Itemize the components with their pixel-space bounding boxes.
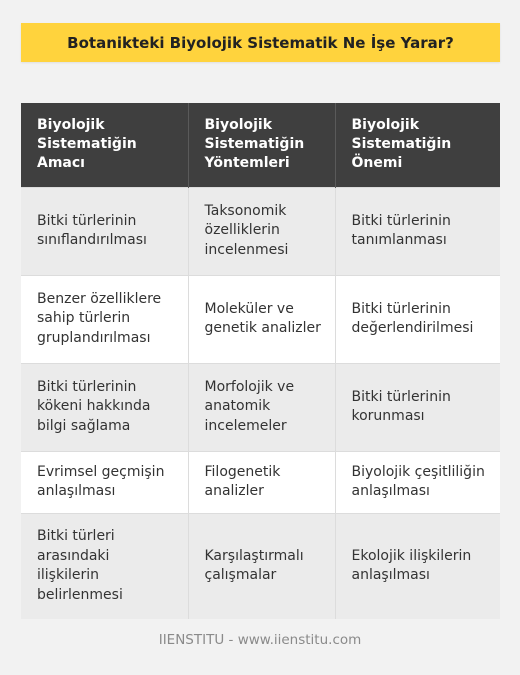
table-cell: Filogenetik analizler: [188, 451, 335, 513]
table-cell: Karşılaştırmalı çalışmalar: [188, 513, 335, 619]
table-row: [21, 513, 500, 619]
table-cell: Bitki türlerinin kökeni hakkında bilgi sağlama: [21, 363, 188, 451]
column-header-purpose: Biyolojik Sistematiğin Amacı: [21, 103, 188, 187]
table-row: [21, 275, 500, 363]
column-header-methods: Biyolojik Sistematiğin Yöntemleri: [188, 103, 335, 187]
column-header-importance: Biyolojik Sistematiğin Önemi: [335, 103, 500, 187]
table-row: [21, 187, 500, 275]
table-cell: Bitki türlerinin tanımlanması: [335, 187, 500, 275]
table-row: [21, 451, 500, 513]
table-cell: Morfolojik ve anatomik incelemeler: [188, 363, 335, 451]
table-cell: Evrimsel geçmişin anlaşılması: [21, 451, 188, 513]
table-cell: Biyolojik çeşitliliğin anlaşılması: [335, 451, 500, 513]
table-cell: Bitki türlerinin sınıflandırılması: [21, 187, 188, 275]
table-cell: Bitki türleri arasındaki ilişkilerin belirlenmesi: [21, 513, 188, 619]
page-title: Botanikteki Biyolojik Sistematik Ne İşe Yarar?: [21, 23, 500, 62]
table-header-row: [21, 103, 500, 187]
table-cell: Moleküler ve genetik analizler: [188, 275, 335, 363]
table-cell: Taksonomik özelliklerin incelenmesi: [188, 187, 335, 275]
systematics-table: [21, 103, 500, 619]
table-cell: Bitki türlerinin değerlendirilmesi: [335, 275, 500, 363]
table-cell: Benzer özelliklere sahip türlerin gruplandırılması: [21, 275, 188, 363]
table-cell: Bitki türlerinin korunması: [335, 363, 500, 451]
footer-credit: IIENSTITU - www.iienstitu.com: [158, 632, 362, 648]
table-cell: Ekolojik ilişkilerin anlaşılması: [335, 513, 500, 619]
table-row: [21, 363, 500, 451]
